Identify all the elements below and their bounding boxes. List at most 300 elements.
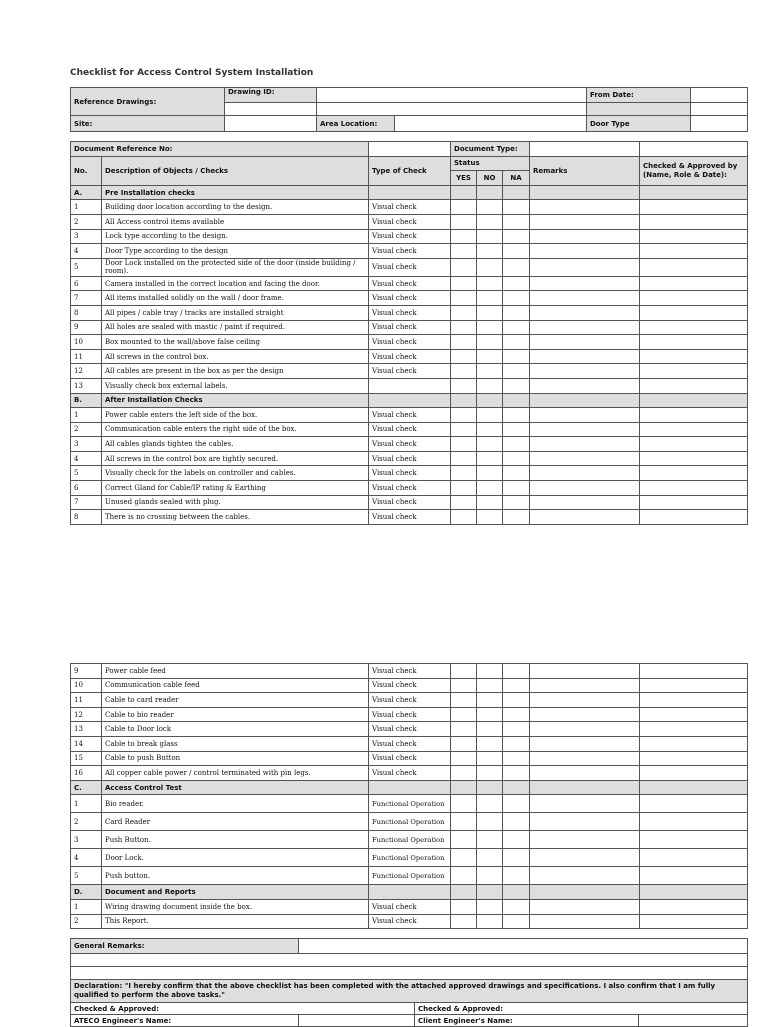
item-description: Communication cable enters the right side of the box. [102, 422, 369, 437]
checked-approved-cell[interactable] [640, 276, 748, 291]
client-engineer-field[interactable] [639, 1015, 748, 1027]
status-no-cell[interactable] [477, 495, 503, 510]
status-yes-cell[interactable] [451, 495, 477, 510]
status-yes-cell[interactable] [451, 813, 477, 831]
status-na-cell[interactable] [503, 707, 530, 722]
column-header-no: No. [71, 156, 102, 185]
status-yes-cell[interactable] [451, 678, 477, 693]
site-label: Site: [71, 116, 225, 132]
table-row [71, 349, 748, 364]
status-yes-cell[interactable] [451, 320, 477, 335]
status-na-cell[interactable] [503, 320, 530, 335]
checked-approved-cell[interactable] [640, 914, 748, 929]
checked-approved-cell[interactable] [640, 664, 748, 679]
remarks-cell[interactable] [530, 664, 640, 679]
table-row [71, 899, 748, 914]
ateco-engineer-label: ATECO Engineer's Name: [71, 1015, 299, 1027]
checked-approved-cell[interactable] [640, 481, 748, 496]
item-number: 13 [71, 378, 102, 393]
status-na-cell[interactable] [503, 291, 530, 306]
table-row [71, 510, 748, 525]
door-type-label: Door Type [587, 116, 691, 132]
remarks-cell[interactable] [530, 422, 640, 437]
remarks-cell[interactable] [530, 766, 640, 781]
check-type: Visual check [369, 664, 451, 679]
checked-approved-cell[interactable] [640, 305, 748, 320]
item-number: 9 [71, 320, 102, 335]
remarks-cell[interactable] [530, 867, 640, 885]
checked-approved-cell[interactable] [640, 408, 748, 423]
status-no-cell[interactable] [477, 899, 503, 914]
table-row [71, 214, 748, 229]
status-no-cell[interactable] [477, 200, 503, 215]
document-reference-label: Document Reference No: [71, 142, 369, 157]
status-yes-cell[interactable] [451, 751, 477, 766]
check-type: Visual check [369, 899, 451, 914]
checked-approved-cell[interactable] [640, 258, 748, 276]
item-description: Door Lock. [102, 849, 369, 867]
status-yes-cell[interactable] [451, 914, 477, 929]
remarks-cell[interactable] [530, 378, 640, 393]
check-type: Visual check [369, 258, 451, 276]
status-no-cell[interactable] [477, 320, 503, 335]
remarks-cell[interactable] [530, 214, 640, 229]
status-yes-cell[interactable] [451, 899, 477, 914]
status-yes-cell[interactable] [451, 664, 477, 679]
checked-approved-cell[interactable] [640, 214, 748, 229]
status-na-cell[interactable] [503, 849, 530, 867]
status-na-cell[interactable] [503, 305, 530, 320]
table-row [71, 466, 748, 481]
table-row [71, 422, 748, 437]
status-no-cell[interactable] [477, 736, 503, 751]
status-no-cell[interactable] [477, 664, 503, 679]
section-letter: C. [71, 780, 102, 795]
document-type-field[interactable] [530, 142, 640, 157]
status-na-cell[interactable] [503, 831, 530, 849]
remarks-cell[interactable] [530, 849, 640, 867]
status-na-cell[interactable] [503, 510, 530, 525]
item-number: 3 [71, 229, 102, 244]
remarks-cell[interactable] [530, 258, 640, 276]
remarks-cell[interactable] [530, 408, 640, 423]
remarks-cell[interactable] [530, 291, 640, 306]
status-na-cell[interactable] [503, 899, 530, 914]
table-row [71, 813, 748, 831]
status-yes-cell[interactable] [451, 276, 477, 291]
status-no-cell[interactable] [477, 813, 503, 831]
footer-table [70, 938, 748, 1027]
status-yes-cell[interactable] [451, 200, 477, 215]
status-na-cell[interactable] [503, 437, 530, 452]
status-na-cell[interactable] [503, 722, 530, 737]
status-na-cell[interactable] [503, 766, 530, 781]
general-remarks-label: General Remarks: [71, 939, 299, 954]
drawing-id-label: Drawing ID: [225, 88, 317, 103]
remarks-cell[interactable] [530, 899, 640, 914]
checked-approved-cell[interactable] [640, 751, 748, 766]
status-yes-cell[interactable] [451, 229, 477, 244]
general-remarks-field[interactable] [299, 939, 748, 954]
status-no-cell[interactable] [477, 510, 503, 525]
check-type: Visual check [369, 214, 451, 229]
status-na-cell[interactable] [503, 914, 530, 929]
remarks-cell[interactable] [530, 466, 640, 481]
check-type: Visual check [369, 200, 451, 215]
remarks-cell[interactable] [530, 320, 640, 335]
section-header-row [71, 885, 748, 900]
status-na-cell[interactable] [503, 495, 530, 510]
status-yes-cell[interactable] [451, 258, 477, 276]
item-description: Door Type according to the design [102, 244, 369, 259]
table-row [71, 766, 748, 781]
status-no-cell[interactable] [477, 722, 503, 737]
item-number: 10 [71, 678, 102, 693]
checked-approved-cell[interactable] [640, 320, 748, 335]
status-yes-cell[interactable] [451, 422, 477, 437]
check-type: Visual check [369, 722, 451, 737]
document-title: Checklist for Access Control System Installation [70, 68, 314, 78]
status-no-cell[interactable] [477, 451, 503, 466]
check-type: Functional Operation [369, 867, 451, 885]
section-title: Pre Installation checks [102, 185, 369, 200]
site-field[interactable] [225, 116, 317, 132]
status-no-cell[interactable] [477, 678, 503, 693]
status-na-cell[interactable] [503, 378, 530, 393]
item-number: 2 [71, 813, 102, 831]
status-yes-cell[interactable] [451, 849, 477, 867]
column-header-yes: YES [451, 171, 477, 186]
check-type: Visual check [369, 495, 451, 510]
remarks-cell[interactable] [530, 437, 640, 452]
check-type: Visual check [369, 736, 451, 751]
item-description: Cable to Door lock [102, 722, 369, 737]
ateco-engineer-field[interactable] [299, 1015, 415, 1027]
remarks-cell[interactable] [530, 707, 640, 722]
checked-approved-cell[interactable] [640, 244, 748, 259]
status-no-cell[interactable] [477, 364, 503, 379]
checked-approved-cell[interactable] [640, 831, 748, 849]
item-description: Cable to break glass [102, 736, 369, 751]
remarks-cell[interactable] [530, 451, 640, 466]
general-remarks-line[interactable] [71, 967, 748, 980]
checked-approved-cell[interactable] [640, 349, 748, 364]
remarks-cell[interactable] [530, 244, 640, 259]
check-type: Visual check [369, 320, 451, 335]
item-number: 2 [71, 214, 102, 229]
item-description: Door Lock installed on the protected side of the door (inside building / room). [102, 258, 369, 276]
status-no-cell[interactable] [477, 914, 503, 929]
checked-approved-cell[interactable] [640, 795, 748, 813]
remarks-cell[interactable] [530, 736, 640, 751]
check-type: Visual check [369, 481, 451, 496]
checked-approved-line1: Checked & Approved by [643, 161, 738, 170]
check-type: Visual check [369, 751, 451, 766]
status-no-cell[interactable] [477, 707, 503, 722]
status-na-cell[interactable] [503, 364, 530, 379]
checked-approved-cell[interactable] [640, 693, 748, 708]
status-no-cell[interactable] [477, 291, 503, 306]
status-na-cell[interactable] [503, 214, 530, 229]
status-yes-cell[interactable] [451, 349, 477, 364]
status-na-cell[interactable] [503, 422, 530, 437]
status-na-cell[interactable] [503, 678, 530, 693]
item-description: Cable to bio reader [102, 707, 369, 722]
checked-approved-cell[interactable] [640, 495, 748, 510]
checked-approved-cell[interactable] [640, 736, 748, 751]
checked-approved-cell[interactable] [640, 422, 748, 437]
checked-approved-cell[interactable] [640, 466, 748, 481]
status-yes-cell[interactable] [451, 510, 477, 525]
table-row [71, 408, 748, 423]
status-no-cell[interactable] [477, 335, 503, 350]
status-no-cell[interactable] [477, 244, 503, 259]
status-no-cell[interactable] [477, 276, 503, 291]
status-na-cell[interactable] [503, 408, 530, 423]
item-description: All Access control items available [102, 214, 369, 229]
status-na-cell[interactable] [503, 349, 530, 364]
document-type-label: Document Type: [451, 142, 530, 157]
status-na-cell[interactable] [503, 693, 530, 708]
check-type: Visual check [369, 364, 451, 379]
status-na-cell[interactable] [503, 736, 530, 751]
info-table [70, 87, 748, 132]
remarks-cell[interactable] [530, 349, 640, 364]
client-engineer-label: Client Engineer's Name: [415, 1015, 639, 1027]
status-na-cell[interactable] [503, 451, 530, 466]
table-row [71, 722, 748, 737]
status-no-cell[interactable] [477, 867, 503, 885]
status-yes-cell[interactable] [451, 214, 477, 229]
remarks-cell[interactable] [530, 831, 640, 849]
remarks-cell[interactable] [530, 722, 640, 737]
table-row [71, 378, 748, 393]
remarks-cell[interactable] [530, 751, 640, 766]
column-header-remarks: Remarks [530, 156, 640, 185]
remarks-cell[interactable] [530, 481, 640, 496]
item-description: Wiring drawing document inside the box. [102, 899, 369, 914]
item-description: All copper cable power / control terminated with pin legs. [102, 766, 369, 781]
status-yes-cell[interactable] [451, 795, 477, 813]
check-type: Functional Operation [369, 849, 451, 867]
item-description: All screws in the control box are tightly secured. [102, 451, 369, 466]
checked-approved-cell[interactable] [640, 849, 748, 867]
status-yes-cell[interactable] [451, 481, 477, 496]
status-na-cell[interactable] [503, 335, 530, 350]
status-na-cell[interactable] [503, 664, 530, 679]
checked-approved-cell[interactable] [640, 722, 748, 737]
remarks-cell[interactable] [530, 914, 640, 929]
item-number: 11 [71, 693, 102, 708]
section-letter: B. [71, 393, 102, 408]
checked-approved-cell[interactable] [640, 813, 748, 831]
remarks-cell[interactable] [530, 693, 640, 708]
status-no-cell[interactable] [477, 795, 503, 813]
status-no-cell[interactable] [477, 831, 503, 849]
document-reference-field[interactable] [369, 142, 451, 157]
status-yes-cell[interactable] [451, 722, 477, 737]
checked-approved-cell[interactable] [640, 707, 748, 722]
status-no-cell[interactable] [477, 408, 503, 423]
status-na-cell[interactable] [503, 813, 530, 831]
section-letter: D. [71, 885, 102, 900]
checked-approved-cell[interactable] [640, 678, 748, 693]
item-number: 9 [71, 664, 102, 679]
door-type-field[interactable] [691, 116, 748, 132]
status-yes-cell[interactable] [451, 437, 477, 452]
item-description: All cables are present in the box as per the design [102, 364, 369, 379]
status-na-cell[interactable] [503, 244, 530, 259]
item-number: 16 [71, 766, 102, 781]
status-yes-cell[interactable] [451, 466, 477, 481]
status-na-cell[interactable] [503, 795, 530, 813]
status-no-cell[interactable] [477, 849, 503, 867]
item-number: 5 [71, 466, 102, 481]
item-description: Card Reader [102, 813, 369, 831]
check-type: Visual check [369, 466, 451, 481]
column-header-description: Description of Objects / Checks [102, 156, 369, 185]
remarks-cell[interactable] [530, 795, 640, 813]
status-yes-cell[interactable] [451, 451, 477, 466]
status-yes-cell[interactable] [451, 378, 477, 393]
item-number: 4 [71, 244, 102, 259]
check-type: Visual check [369, 422, 451, 437]
status-na-cell[interactable] [503, 466, 530, 481]
check-type: Visual check [369, 305, 451, 320]
area-location-field[interactable] [395, 116, 587, 132]
table-row [71, 664, 748, 679]
table-row [71, 276, 748, 291]
table-row [71, 437, 748, 452]
status-yes-cell[interactable] [451, 766, 477, 781]
general-remarks-line[interactable] [71, 954, 748, 967]
area-location-label: Area Location: [317, 116, 395, 132]
status-yes-cell[interactable] [451, 291, 477, 306]
item-description: Visually check box external labels. [102, 378, 369, 393]
checked-approved-cell[interactable] [640, 867, 748, 885]
checked-approved-cell[interactable] [640, 364, 748, 379]
status-yes-cell[interactable] [451, 693, 477, 708]
status-no-cell[interactable] [477, 481, 503, 496]
check-type: Visual check [369, 693, 451, 708]
item-description: Communication cable feed [102, 678, 369, 693]
status-yes-cell[interactable] [451, 867, 477, 885]
check-type: Visual check [369, 766, 451, 781]
status-yes-cell[interactable] [451, 408, 477, 423]
status-yes-cell[interactable] [451, 244, 477, 259]
status-na-cell[interactable] [503, 200, 530, 215]
item-number: 6 [71, 481, 102, 496]
checklist-table [70, 141, 748, 525]
item-description: All items installed solidly on the wall / door frame. [102, 291, 369, 306]
item-number: 3 [71, 831, 102, 849]
check-type: Visual check [369, 510, 451, 525]
from-date-field[interactable] [691, 88, 748, 103]
status-no-cell[interactable] [477, 466, 503, 481]
status-no-cell[interactable] [477, 258, 503, 276]
checked-approved-cell[interactable] [640, 229, 748, 244]
item-description: There is no crossing between the cables. [102, 510, 369, 525]
remarks-cell[interactable] [530, 305, 640, 320]
status-yes-cell[interactable] [451, 364, 477, 379]
checked-approved-cell[interactable] [640, 335, 748, 350]
item-number: 1 [71, 899, 102, 914]
remarks-cell[interactable] [530, 229, 640, 244]
check-type: Visual check [369, 244, 451, 259]
checked-approved-cell[interactable] [640, 899, 748, 914]
status-no-cell[interactable] [477, 349, 503, 364]
status-no-cell[interactable] [477, 214, 503, 229]
checked-approved-cell[interactable] [640, 766, 748, 781]
remarks-cell[interactable] [530, 510, 640, 525]
item-description: Cable to card reader [102, 693, 369, 708]
check-type: Functional Operation [369, 795, 451, 813]
checklist-table-continued [70, 663, 748, 929]
status-no-cell[interactable] [477, 751, 503, 766]
checked-approved-cell[interactable] [640, 451, 748, 466]
table-row [71, 291, 748, 306]
checked-approved-cell[interactable] [640, 437, 748, 452]
status-no-cell[interactable] [477, 305, 503, 320]
remarks-cell[interactable] [530, 276, 640, 291]
status-yes-cell[interactable] [451, 707, 477, 722]
status-na-cell[interactable] [503, 258, 530, 276]
item-description: This Report. [102, 914, 369, 929]
status-no-cell[interactable] [477, 229, 503, 244]
check-type: Visual check [369, 678, 451, 693]
drawing-id-field[interactable] [317, 88, 587, 103]
remarks-cell[interactable] [530, 200, 640, 215]
check-type: Visual check [369, 408, 451, 423]
checked-approved-cell[interactable] [640, 510, 748, 525]
status-yes-cell[interactable] [451, 831, 477, 849]
checked-approved-cell[interactable] [640, 291, 748, 306]
item-description: All pipes / cable tray / tracks are installed straight [102, 305, 369, 320]
remarks-cell[interactable] [530, 495, 640, 510]
section-header-row [71, 185, 748, 200]
status-no-cell[interactable] [477, 378, 503, 393]
checked-approved-cell[interactable] [640, 200, 748, 215]
section-title: Access Control Test [102, 780, 369, 795]
status-na-cell[interactable] [503, 229, 530, 244]
status-no-cell[interactable] [477, 437, 503, 452]
item-number: 15 [71, 751, 102, 766]
remarks-cell[interactable] [530, 364, 640, 379]
item-description: Camera installed in the correct location and facing the door. [102, 276, 369, 291]
item-number: 8 [71, 510, 102, 525]
drawing-id-field-2[interactable] [225, 103, 317, 116]
status-na-cell[interactable] [503, 276, 530, 291]
check-type: Visual check [369, 335, 451, 350]
status-na-cell[interactable] [503, 481, 530, 496]
status-na-cell[interactable] [503, 867, 530, 885]
status-na-cell[interactable] [503, 751, 530, 766]
remarks-cell[interactable] [530, 678, 640, 693]
table-row [71, 751, 748, 766]
table-row [71, 364, 748, 379]
remarks-cell[interactable] [530, 335, 640, 350]
checked-approved-cell[interactable] [640, 378, 748, 393]
item-description: All cables glands tighten the cables. [102, 437, 369, 452]
item-number: 1 [71, 795, 102, 813]
status-no-cell[interactable] [477, 766, 503, 781]
remarks-cell[interactable] [530, 813, 640, 831]
status-no-cell[interactable] [477, 422, 503, 437]
status-yes-cell[interactable] [451, 335, 477, 350]
status-no-cell[interactable] [477, 693, 503, 708]
status-yes-cell[interactable] [451, 305, 477, 320]
status-yes-cell[interactable] [451, 736, 477, 751]
